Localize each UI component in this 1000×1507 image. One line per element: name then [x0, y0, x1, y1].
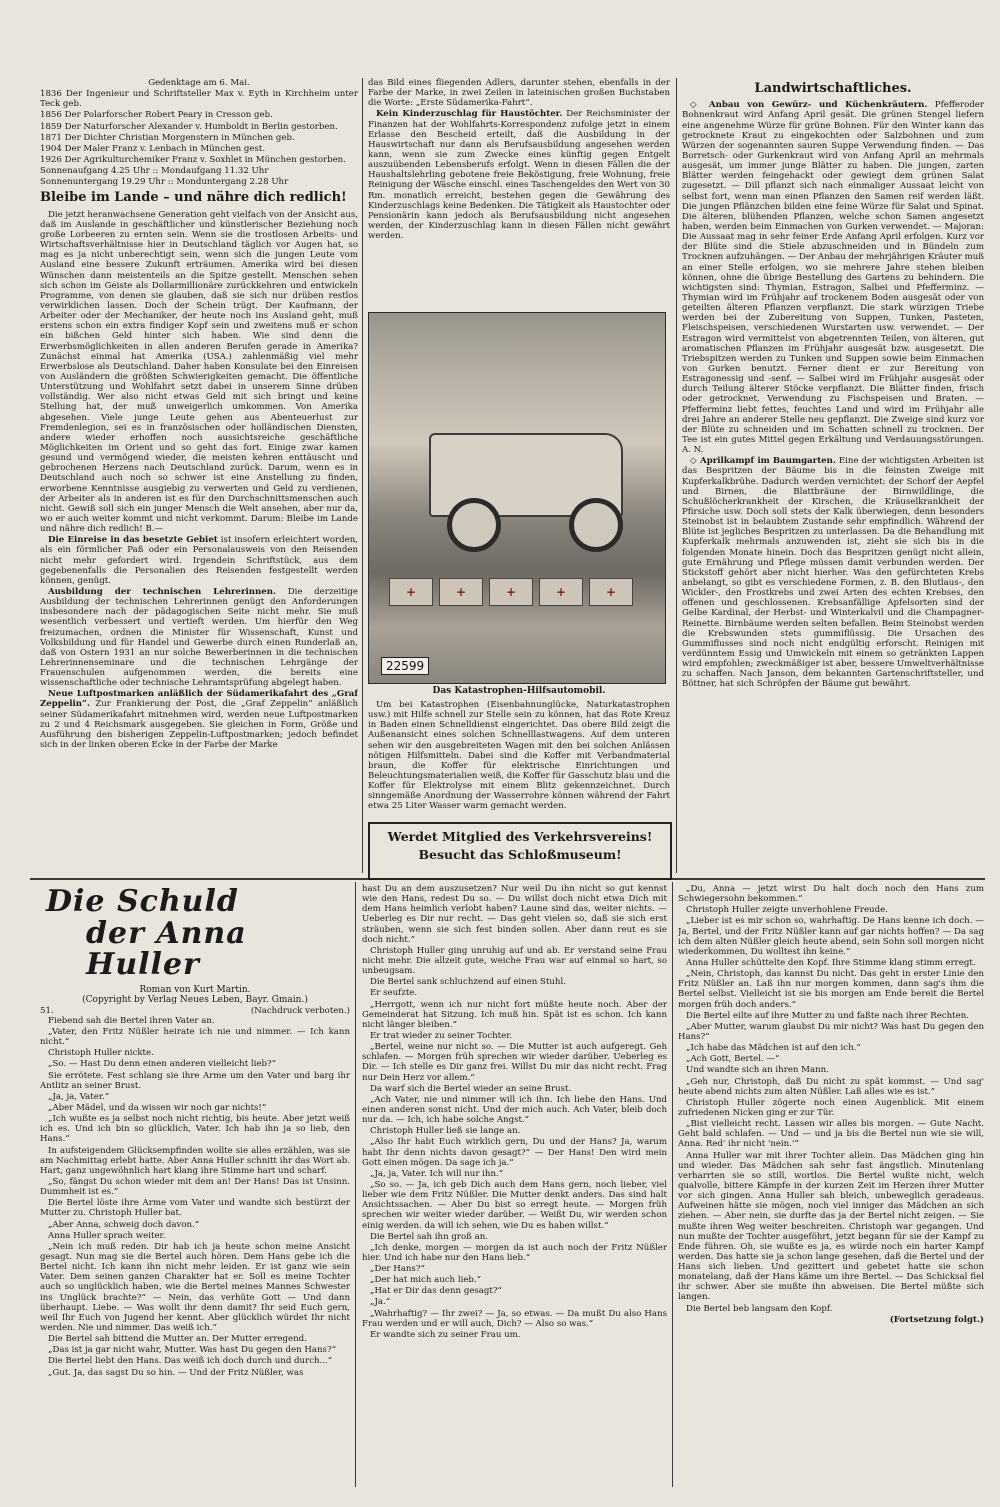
- gedenktag-item: 1904 Der Maler Franz v. Lenbach in München gest.: [40, 143, 266, 154]
- novel-paragraph: „Nein ich muß reden. Dir hab ich ja heute schon meine Ansicht gesagt. Nun mag sie die Bertel auch hören. Dem Hans gebe ich die Bertel nicht. Ich kann ihn nicht mehr leiden. Er ist ganz wie sein Vater. Dem seinen ganzen Charakter hat er. Soll es meine Tochter auch so unglücklich haben, wie die Bertel meines Mannes Schwester ins Unglück brachte?“ — Nein, das verhüte Gott — Und dann überhaupt. Liebe. — Was wollt ihr denn damit? Ihr seid Euch gern, weil Ihr Euch von Jugend her kennt. Aber glücklich würdet Ihr nicht werden. Nie und nimmer. Das weiß ich.“: [40, 1241, 350, 1333]
- novel-paragraph: „Du, Anna — jetzt wirst Du halt doch noch den Hans zum Schwiegersohn bekommen.“: [678, 884, 984, 905]
- novel-paragraph: „Der Hans?“: [370, 1264, 425, 1275]
- article-body: Die jetzt heranwachsene Generation geht vielfach von der Ansicht aus, daß im Auslande in geschäftlicher und künstlerischer Beziehung noch große Lorbeeren zu ernten sein. Wenn sie die trostlosen Arbeits- und Wirtschaftsverhältnisse hier in Deutschland täglich vor Augen hat, so mag es ja nicht unberechtigt sein, wenn sich die jungen Leute vom Ausland eine bessere Zukunft erträumen. Amerika wird bei diesen Wünschen dann meistenteils an die Spitze gestellt. Menschen sehen sich schon im Geiste als Dollarmillionäre zurückkehren und entwickeln Programme, von denen sie glauben, daß sie sich nur drüben restlos verwirklichen lassen. Doch der Schein trügt. Der Kaufmann, der Arbeiter oder der Mechaniker, der heute noch ins Ausland geht, muß erstens schon ein extra findiger Kopf sein und zweitens muß er schon ein bißchen Geld hinter sich haben. Wie sind denn die Erwerbsmöglichkeiten in allen anderen Berufen gerade in Amerika? Zunächst einmal hat Amerika (USA.) zahlenmäßig viel mehr Erwerbslose als Deutschland. Daher haben Konsulate bei den Einreisen von Ausländern die größten Schwierigkeiten gemacht. Die öffentliche Unterstützung und Wohlfahrt setzt dabei in unserem Sinne drüben vollständig. Wer also nicht etwas Geld mit sich bringt und keine Stellung hat, der muß unweigerlich umkommen. Von Amerika abgesehen. Viele junge Leute gehen aus Abenteuerlust zur Fremdenlegion, sei es in französischen oder holländischen Diensten, andere wieder erhoffen noch aussichtsreiche geschäftliche Möglichkeiten im Orient und so geht das fort. Einige zwar kamen gesund und vermögend wieder, die meisten kehren enttäuscht und gebrochenen Herzens nach Deutschland zurück. Darum, wenn es in Deutschland auch noch so schwer ist eine Anstellung zu finden, erworbene Kenntnisse ausgiebig zu verwerten und Geld zu verdienen, der Arbeiter als in anderen ist es für den Durchschnittsmenschen auch nicht. Gewiß soll sich ein junger Mensch die Welt ansehen, aber nur da, wo er auch weiter kommt und nicht verkommt. Darum: Bleibe im Lande und nähre dich redlich! B.—: [40, 209, 358, 535]
- novel-paragraph: „Aber Anna, schweig doch davon.“: [48, 1219, 200, 1230]
- ad-box: [368, 822, 672, 880]
- novel-paragraph: Anna Huller schüttelte den Kopf. Ihre Stimme klang stimm erregt.: [686, 957, 976, 968]
- article-body: Pfefferoder Bohnenkraut wird Anfang April gesät. Die grünen Stengel liefern eine angenehme Würze für grüne Bohnen. Für den Winter kann das getrocknete Kraut zu eingekochten oder Salzbohnen und zum Würzen der sogenannten sauren Suppe Verwendung finden. — Das Borretsch- oder Gurkenkraut wird von Anfang April an mehrmals ausgesät, um immer junge Blätter zu haben. Die jungen, zarten Blätter werden feingehackt oder gewiegt dem grünen Salat zugesetzt. — Dill pflanzt sich nach einmaliger Aussaat leicht von selbst fort, wenn man einen Pflanzen den Samen reif werden läßt. Die jungen Pflänzchen bilden eine feine Würze für Salat und Spinat. Die älteren, blühenden Pflanzen, welche schon Samen angesetzt haben, werden beim Einmachen von Gurken verwendet. — Majoran: Die Aussaat mag in sehr feiner Erde Anfang April erfolgen. Kurz vor der Blüte sind die Stiele abzuschneiden und in Bündeln zum Trocknen aufzuhängen. — Der Anbau der mehrjährigen Kräuter muß an einer Stelle erfolgen, wo sie mehrere Jahre stehen bleiben können, ohne die übrige Bestellung des Gartens zu behindern. Die wichtigsten sind: Thymian, Estragon, Salbei und Pfefferminz. — Thymian wird im Frühjahr auf trockenem Boden ausgesät oder von geteilten älteren Pflanzen verpflanzt. Die stark würzigen Triebe werden bei der Zubereitung von Suppen, Tunken, Pasteten, Fleischspeisen, verschiedenen Wurstarten usw. verwendet. — Der Estragon wird vermittelst von abgetrennten Teilen, von älteren, gut aromatischen Pflanzen im Frühjahr ausgesät bzw. ausgesetzt. Die Triebspitzen werden zu Tunken und Suppen sowie beim Einmachen von Gurken benutzt. Ferner dient er zur Bereitung von Estragonessig und -senf. — Salbei wird im Frühjahr ausgesät oder durch Teilung älterer Stöcke verpflanzt. Die Blätter finden, frisch oder getrocknet, Verwendung zu Fischspeisen und Braten. — Pfefferminz liebt fettes, feuchtes Land und wird im Frühjahr alle drei Jahre an anderer Stelle neu gepflanzt. Die Zweige sind kurz vor der Blüte zu schneiden und im Schatten schnell zu trocknen. Der Tee ist ein gutes Mittel gegen Erkältung und Verdauungsstörungen. A. N.: [682, 100, 984, 456]
- column-rule: [362, 78, 363, 873]
- photo-plate-number: 22599: [381, 657, 429, 675]
- wheel-shape: [447, 498, 501, 552]
- gedenktag-item: 1836 Der Ingenieur und Schriftsteller Max v. Eyth in Kirchheim unter Teck geb.: [40, 89, 358, 110]
- novel-paragraph: Die Bertel sah bittend die Mutter an. Der Mutter erregend.: [48, 1334, 307, 1345]
- article-body: Eine der wichtigsten Arbeiten ist das Bespritzen der Bäume bis in die feinsten Zweige mit Kupferkalkbrühe. Dadurch werden vernichtet: der Schorf der Aepfel und Birnen, die Blattbräune der Birnwildlinge, die Schußlöcherkrankheit der Kirschen, die Kräuselkrankheit der Pfirsiche usw. Doch soll stets der Kalk überwiegen, denn besonders Steinobst ist in belaubtem Zustande sehr empfindlich. Während der Blüte ist jegliches Bespritzen zu unterlassen. Da die Behandlung mit Kupferkalk mehrmals anzuwenden ist, zieht sie sich bis in die folgenden Monate hinein. Doch das Bespritzen genügt nicht allein, gute Ernährung und Pflege müssen damit verbunden werden. Der Stickstoff gehört aber nicht hierher. Was den gefürchteten Krebs anbelangt, so gibt es verschiedene Formen, z. B. den Blutlaus-, den Wickler-, den Frostkrebs und zwei Arten des echten Krebses, den offenen und geschlossenen. Krebsanfällige Apfelsorten sind der Gelbe Kardinal, der Herbst- und Winterkalvil und die Champagner-Reinette. Birnbäume werden selten befallen. Beim Steinobst werden die Krebswunden stets gummiflüssig. Die Ursachen des Gummiflusses sind noch nicht endgültig erforscht. Reinigen mit verdünntem Essig und Umwickeln mit einem so getränkten Lappen wird empfohlen; zweckmäßiger ist aber, bessere Umweltverhältnisse zu schaffen. Nach Janson, dem bekannten Gartenschriftsteller, und Böttner, hat sich Schröpfen der Bäume gut bewährt.: [682, 456, 984, 690]
- ad-line-2: Besucht das Schloßmuseum!: [418, 846, 622, 862]
- article-subhead: Neue Luftpostmarken anläßlich der Südamerikafahrt des „Graf Zeppelin“.: [40, 689, 358, 710]
- novel-paragraph: Anna Huller sprach weiter.: [48, 1230, 166, 1241]
- novel-paragraph: In aufsteigendem Glücksempfinden wollte sie alles erzählen, was sie am Nachmittag erlebt hatte. Aber Anna Huller schnitt ihr das Wort ab. Hart, ganz ungewöhnlich hart klang ihre Stimme hart und scharf.: [40, 1145, 350, 1176]
- novel-paragraph: „Herrgott, wenn ich nur nicht fort müßte heute noch. Aber der Gemeinderat hat Sitzung. Ich muß hin. Spät ist es schon. Ich kann nicht länger bleiben.“: [362, 999, 667, 1030]
- article-subhead: Die Einreise in das besetzte Gebiet: [48, 535, 218, 546]
- novel-paragraph: „Ich wußte es ja selbst noch nicht richtig, bis heute. Aber jetzt weiß ich es. Und ich bin so glücklich, Vater. Ich hab ihn ja so lieb, den Hans.“: [40, 1114, 350, 1145]
- sun-moon-set: Sonnenuntergang 19.29 Uhr :: Monduntergang 2.28 Uhr: [40, 177, 289, 188]
- column-rule: [355, 882, 356, 1487]
- article-body: Der Reichsminister der Finanzen hat der Wohlfahrts-Korrespondenz zufolge jetzt in einem Erlasse den Bescheid erteilt, daß die Ausbildung in der Hauswirtschaft nur dann als Berufsausbildung angesehen werden kann, wenn sie zum Zwecke eines künftig gegen Entgelt auszuübenden Lebensberufs erfolgt. Wenn in diesen Fällen die der Haushaltslehrling gebotene freie Beköstigung, freie Wohnung, freie Reinigung der Wäsche einschl. eines Taschengeldes den Wert von 30 Rm. monatlich erreicht, bestehen gegen die Gewährung des Kinderzuschlags keine Bedenken. Die Tätigkeit als Haustochter oder Pensionärin kann jedoch als Berufsausbildung nicht angesehen werden, der Kinderzuschlag kann in diesen Fällen nicht gewährt werden.: [368, 109, 670, 242]
- column-rule: [676, 78, 677, 873]
- novel-paragraph: Sie errötete. Fest schlang sie ihre Arme um den Vater und barg ihr Antlitz an seiner Brust.: [40, 1070, 350, 1091]
- novel-paragraph: „Ich denke, morgen — morgen da ist auch noch der Fritz Nüßler hier. Und ich habe nur den Hans lieb.“: [362, 1242, 667, 1263]
- novel-paragraph: Fiebend sah die Bertel ihren Vater an.: [48, 1015, 215, 1026]
- gedenktage-title: Gedenktage am 6. Mai.: [148, 78, 250, 88]
- photo-description: Um bei Katastrophen (Eisenbahnunglücke, Naturkatastrophen usw.) mit Hilfe schnell zur Stelle sein zu können, hat das Rote Kreuz in Baden einen Schnelldienst eingerichtet. Das obere Bild zeigt die Außenansicht eines solchen Schnelllastwagens. Auf dem unteren sehen wir den ausgebreiteten Wagen mit den bei solchen Anlässen nötigen Hilfsmitteln. Dabei sind die Koffer mit Verbandmaterial braun, die Koffer für elektrische Einrichtungen und Beleuchtungsmaterialien weiß, die Koffer für Gasschutz blau und die Koffer für Elektrolyse mit einem Blitz gekennzeichnet. Durch sinngemäße Anordnung der Wasserrohre können während der Fahrt etwa 25 Liter Wasser warm gemacht werden.: [368, 700, 670, 810]
- gedenktag-item: 1856 Der Polarforscher Robert Peary in Cresson geb.: [40, 110, 273, 121]
- novel-paragraph: „So, fängst Du schon wieder mit dem an! Der Hans! Das ist Unsinn. Dummheit ist es.“: [40, 1176, 350, 1198]
- crate-shape: +: [489, 578, 533, 606]
- novel-title-line2: der Anna Huller: [86, 915, 247, 982]
- gedenktag-item: 1871 Der Dichter Christian Morgenstern in München geb.: [40, 132, 295, 143]
- article-body: Die derzeitige Ausbildung der technischen Lehrerinnen genügt den Anforderungen insbesondere nach der pädagogischen Seite nicht mehr. Sie muß wesentlich verbessert und vertieft werden. Um hierfür den Weg freizumachen, ordnen die Minister für Wissenschaft, Kunst und Volksbildung und für Handel und Gewerbe durch einen Runderlaß an, daß von Ostern 1931 an nur solche Bewerberinnen in die technischen Lehrerinnenseminare und die technischen Lehrgänge der Frauenschulen aufgenommen werden, die bereits eine wissenschaftliche oder technische Lehramtsprüfung abgelegt haben.: [40, 586, 358, 689]
- novel-paragraph: Christoph Huller nickte.: [48, 1048, 154, 1059]
- novel-copyright: (Copyright by Verlag Neues Leben, Bayr. Gmain.): [82, 995, 308, 1006]
- novel-paragraph: Anna Huller war mit ihrer Tochter allein. Das Mädchen ging hin und wieder. Das Mädchen sah sehr fast ängstlich. Minutenlang verharrten sie so still, wortlos. Die Bertel wußte nicht, welch qualvolle, bittere Kämpfe in der kurzen Zeit im Herzen ihrer Mutter vor sich gingen. Anna Huller sah bleich, unbeweglich geradeaus. Aufweinen hätte sie mögen, noch viel inniger das Mädchen an sich ziehen. — Aber nein, sie durfte das ja der Bertel nicht zeigen. — Sie mußte ihren Weg weiter beschreiten. Christoph war gegangen. Und nun mußte der Tochter ausgeföhrt, jetzt begann für sie der Kampf zu Ende führen. Oh, sie wußte es ja, es würde noch ein harter Kampf werden. Das hatte sie ja schon lange gesehen, daß die Bertel und der Hans sich lieben. Und gezittert und gebetet hatte sie schon monatelang, daß der Hans käme um ihre Bertel. — Das Schicksal fiel ihr schwer. Aber sie mußte ihn abweisen. Die Bertel müßte sich langen.: [678, 1150, 984, 1303]
- novel-paragraph: Die Bertel sank schluchzend auf einen Stuhl.: [370, 977, 566, 988]
- novel-paragraph: Die Bertel löste ihre Arme vom Vater und wandte sich bestürzt der Mutter zu. Christoph Huller bat.: [40, 1198, 350, 1219]
- novel-paragraph: Er wandte sich zu seiner Frau um.: [370, 1329, 521, 1340]
- novel-fortsetzung: (Fortsetzung folgt.): [889, 1314, 984, 1325]
- column-middle-top: [368, 78, 670, 318]
- novel-paragraph: „Aber Mädel, und da wissen wir noch gar nichts!“: [48, 1102, 267, 1113]
- novel-paragraph: „Das ist ja gar nicht wahr, Mutter. Was hast Du gegen den Hans?“: [48, 1345, 336, 1356]
- novel-paragraph: Die Bertel liebt den Hans. Das weiß ich doch durch und durch...“: [48, 1356, 333, 1367]
- novel-paragraph: „Ja, ja, Vater.“: [48, 1091, 110, 1102]
- novel-paragraph: „Aber Mutter, warum glaubst Du mir nicht? Was hast Du gegen den Hans?“: [678, 1021, 984, 1042]
- article-subhead: ◇ Anbau von Gewürz- und Küchenkräutern.: [690, 100, 928, 111]
- article-subhead: Ausbildung der technischen Lehrerinnen.: [48, 586, 276, 597]
- article-body: Zur Frankierung der Post, die „Graf Zeppelin“ anläßlich seiner Südamerikafahrt mitnehmen wird, werden neue Luftpostmarken zu 2 und 4 Reichsmark ausgegeben. Sie gleichen in Form, Größe und Ausführung den bisherigen Zeppelin-Luftpostmarken; jedoch befindet sich in der linken oberen Ecke in der Farbe der Marke: [40, 699, 358, 751]
- novel-paragraph: „Ach Vater, nie und nimmer will ich ihn. Ich liebe den Hans. Und einen anderen sonst nicht. Und der mich auch. Ach Vater, bleib doch nur da. — Ich, ich habe solche Angst.“: [362, 1094, 667, 1126]
- novel-title: [46, 886, 350, 981]
- novel-paragraph: Christoph Huller ließ sie lange an.: [370, 1126, 521, 1137]
- novel-paragraph: „So so. — Ja, ich geb Dich auch dem Hans gern, noch lieber, viel lieber wie dem Fritz Nüßler. Die Mutter denkt anders. Das sind halt Ansichtssachen. — Aber Du bist so erregt heute. — Morgen früh sprechen wir weiter wieder darüber. — Weißt Du, wir werden schon einig werden. da will ich sehen, wie Du es haben willst.“: [362, 1179, 667, 1231]
- novel-paragraph: „Nein, Christoph, das kannst Du nicht. Das geht in erster Linie den Fritz Nüßler an. Laß ihn nur morgen kommen, dann sag's ihm die Bertel selbst. Vielleicht ist sie bis morgen am Ende bereit die Bertel morgen früh doch anders.“: [678, 969, 984, 1010]
- novel-paragraph: Da warf sich die Bertel wieder an seine Brust.: [370, 1083, 572, 1094]
- crate-shape: +: [539, 578, 583, 606]
- column-left: [40, 78, 358, 874]
- novel-title-line1: Die Schuld: [46, 884, 239, 919]
- novel-paragraph: „Ich habe das Mädchen ist auf den ich.“: [686, 1043, 861, 1054]
- novel-paragraph: Er seufzte.: [370, 988, 418, 999]
- photo-caption: Das Katastrophen-Hilfsautomobil.: [432, 686, 606, 696]
- article-subhead: Kein Kinderzuschlag für Haustöchter.: [376, 109, 563, 120]
- sun-moon-rise: Sonnenaufgang 4.25 Uhr :: Mondaufgang 11.32 Uhr: [40, 166, 269, 177]
- column-middle-bottom: [368, 700, 670, 810]
- novel-number: 51.: [40, 1005, 54, 1016]
- ad-line-1: Werdet Mitglied des Verkehrsvereins!: [387, 829, 653, 844]
- novel-paragraph: „Gut. Ja, das sagst Du so hin. — Und der Fritz Nüßler, was: [48, 1367, 304, 1378]
- novel-paragraph: „Bist vielleicht recht. Lassen wir alles bis morgen. — Gute Nacht. Geht bald schlafen. — Und — und ja bis die Bertel nun wie sie will, Anna. Red' ihr nicht 'nein.'“: [678, 1119, 984, 1150]
- novel-paragraph: Christoph Huller zeigte unverhohlene Freude.: [686, 905, 888, 916]
- novel-paragraph: Die Bertel sah ihn groß an.: [370, 1231, 488, 1242]
- section-headline: Landwirtschaftliches.: [754, 81, 912, 96]
- novel-paragraph: „Wahrhaftig? — Ihr zwei? — Ja, so etwas. — Da mußt Du also Hans Frau werden und er will auch, Dich? — Also so was.“: [362, 1308, 667, 1329]
- novel-paragraph: Christoph Huller ging unruhig auf und ab. Er verstand seine Frau nicht mehr. Die allzeit gute, weiche Frau war auf einmal so hart, so unbeugsam.: [362, 945, 667, 977]
- novel-paragraph: „Vater, den Fritz Nüßler heirate ich nie und nimmer. — Ich kann nicht.“: [40, 1027, 350, 1048]
- novel-paragraph: „So. — Hast Du denn einen anderen vielleicht lieb?“: [48, 1059, 276, 1070]
- article-body: das Bild eines fliegenden Adlers, darunter stehen, ebenfalls in der Farbe der Marke, in zwei Zeilen in lateinischen großen Buchstaben die Worte: „Erste Südamerika-Fahrt“.: [368, 78, 670, 109]
- novel-paragraph: Die Bertel beb langsam den Kopf.: [686, 1303, 833, 1314]
- novel-author: Roman von Kurt Martin.: [139, 984, 251, 995]
- truck-photo: [368, 312, 666, 684]
- article-subhead: ◇ Aprilkampf im Baumgarten.: [690, 456, 836, 467]
- novel-paragraph: Er trat wieder zu seiner Tochter.: [370, 1030, 513, 1041]
- novel-paragraph: „Der hat mich auch lieb.“: [370, 1275, 482, 1286]
- novel-paragraph: „Bertel, weine nur nicht so. — Die Mutter ist auch aufgeregt. Geh schlafen. — Morgen früh sprechen wir wieder darüber. Ueberleg es Dir. — Ich stelle es Dir ganz frei. Willst Du mir das nicht recht. Frag nur Dein Herz vor allem.“: [362, 1042, 667, 1083]
- article-headline: Bleibe im Lande – und nähre dich redlich!: [40, 190, 347, 206]
- novel-paragraph: Christoph Huller zögerte noch einen Augenblick. Mit einem zufriedenen Nicken ging er zur Tür.: [678, 1097, 984, 1118]
- novel-paragraph: Und wandte sich an ihren Mann.: [686, 1065, 829, 1076]
- novel-paragraph: „Also Ihr habt Euch wirklich gern, Du und der Hans? Ja, warum habt Ihr denn nichts davon gesagt?“ — Der Hans! Den wird mein Gott einen mögen. Da sage ich ja.“: [362, 1137, 667, 1168]
- novel-paragraph: „Hat er Dir das denn gesagt?“: [370, 1286, 502, 1297]
- novel-column-2: [362, 884, 667, 1484]
- novel-reprint: (Nachdruck verboten.): [250, 1005, 350, 1016]
- column-right: [682, 78, 984, 874]
- column-rule: [672, 882, 673, 1487]
- novel-paragraph: „Ja.“: [370, 1297, 391, 1308]
- crate-shape: +: [439, 578, 483, 606]
- wheel-shape: [569, 498, 623, 552]
- novel-paragraph: „Lieber ist es mir schon so, wahrhaftig. De Hans kenne ich doch. — Ja, Bertel, und der Fritz Nüßler kann auf gar nichts hoffen? — Da sag ich dem alten Nüßler gleich heute abend, sein Sohn soll morgen nicht wiederkommen, Du wolltest ihn keine.“: [678, 916, 984, 957]
- gedenktag-item: 1859 Der Naturforscher Alexander v. Humboldt in Berlin gestorben.: [40, 121, 338, 132]
- crate-shape: +: [589, 578, 633, 606]
- article-body: ist insofern erleichtert worden, als ein förmlicher Paß oder ein Personalausweis von den Reisenden nicht mehr gefordert wird. Irgendein Schriftstück, aus dem gegebenenfalls die Personalien des Reisenden festgestellt werden können, genügt.: [40, 535, 358, 586]
- novel-paragraph: „Ja, ja, Vater. Ich will nur ihn.“: [370, 1168, 504, 1179]
- novel-paragraph: „Geh nur, Christoph, daß Du nicht zu spät kommst. — Und sag' heute abend nichts zum alten Nüßler. Laß alles wie es ist.“: [678, 1076, 984, 1097]
- novel-column-3: [678, 884, 984, 1484]
- novel-paragraph: Die Bertel eilte auf ihre Mutter zu und faßte nach ihrer Rechten.: [686, 1010, 969, 1021]
- crate-shape: +: [389, 578, 433, 606]
- novel-column-1: [40, 884, 350, 1484]
- novel-paragraph: „Ach Gott, Bertel. —“: [686, 1054, 780, 1065]
- gedenktag-item: 1926 Der Agrikulturchemiker Franz v. Soxhlet in München gestorben.: [40, 154, 346, 165]
- novel-paragraph: hast Du an dem auszusetzen? Nur weil Du ihn nicht so gut kennst wie den Hans, redest Du so. — Du willst doch nicht etwa Dich mit dem Hans heimlich verlobt haben? Laune sind das, weiter nichts. — Ueberleg es Dir nur recht. — Das geht vielen so, daß sie sich erst sträuben, wenn sie sich fest binden sollen. Aber dann reut es sie doch nicht.“: [362, 884, 667, 945]
- novel-meta-row: [40, 1006, 350, 1016]
